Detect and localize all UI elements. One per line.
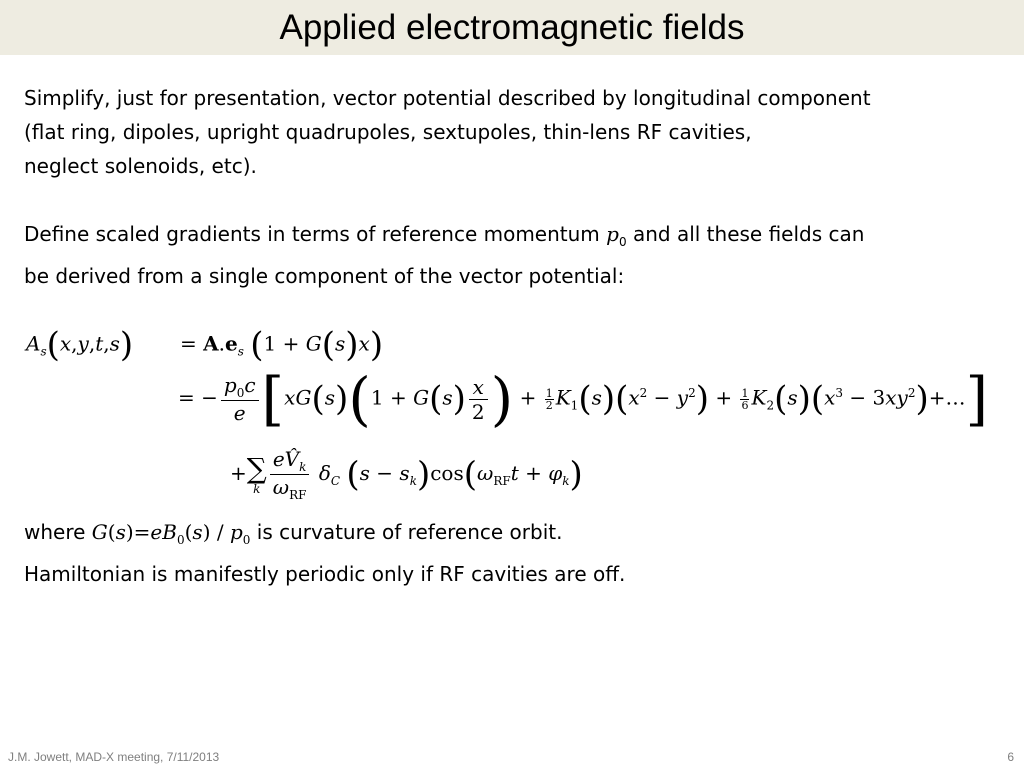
page-number: 6 bbox=[1007, 750, 1014, 764]
definition-line-1: Define scaled gradients in terms of reference momentum $p_0$ and all these fields can bbox=[24, 222, 865, 249]
definition-paragraph bbox=[24, 217, 864, 293]
intro-line-3: neglect solenoids, etc). bbox=[24, 154, 257, 178]
intro-paragraph bbox=[24, 81, 871, 183]
equation-lhs: $A_s(x,y,t,s)$ bbox=[26, 325, 134, 365]
intro-line-1: Simplify, just for presentation, vector potential described by longitudinal component bbox=[24, 86, 871, 110]
slide-title: Applied electromagnetic fields bbox=[279, 8, 745, 47]
equation-row-1: = $A.e_s$ (1 + G(s)x) bbox=[180, 325, 384, 365]
footer-text: J.M. Jowett, MAD-X meeting, 7/11/2013 bbox=[8, 750, 220, 764]
intro-line-2: (flat ring, dipoles, upright quadrupoles, sextupoles, thin-lens RF cavities, bbox=[24, 120, 752, 144]
curvature-expression: $G(s)=eB_0(s) / p_0$ bbox=[91, 520, 251, 547]
reference-momentum-symbol: $p_0$ bbox=[606, 222, 627, 249]
definition-line-2: be derived from a single component of the vector potential: bbox=[24, 264, 625, 288]
equation-row-3: + ∑ k $\frac{eV̂_k}{\omega_{RF}}$ $\delta_C$ $(s - s_k)\cos(\omega_{RF}t + \varphi_k)$ bbox=[230, 447, 583, 502]
where-line: where $G(s)=eB_0(s) / p_0$ is curvature of reference orbit. bbox=[24, 520, 563, 547]
conclusion-paragraph bbox=[24, 515, 625, 591]
equation-row-2: = − $\frac{p_0c}{e}$ [xG(s)(1 + G(s) $\frac{x}{2}$ ) + $\frac{1}{2}$ $K_1(s)(x^2 - y^2)$ + $\frac{1}{6}$ $K_2(s)(x^3$ − $3xy^2)+\dots$] bbox=[178, 365, 989, 433]
hamiltonian-line: Hamiltonian is manifestly periodic only if RF cavities are off. bbox=[24, 562, 626, 586]
